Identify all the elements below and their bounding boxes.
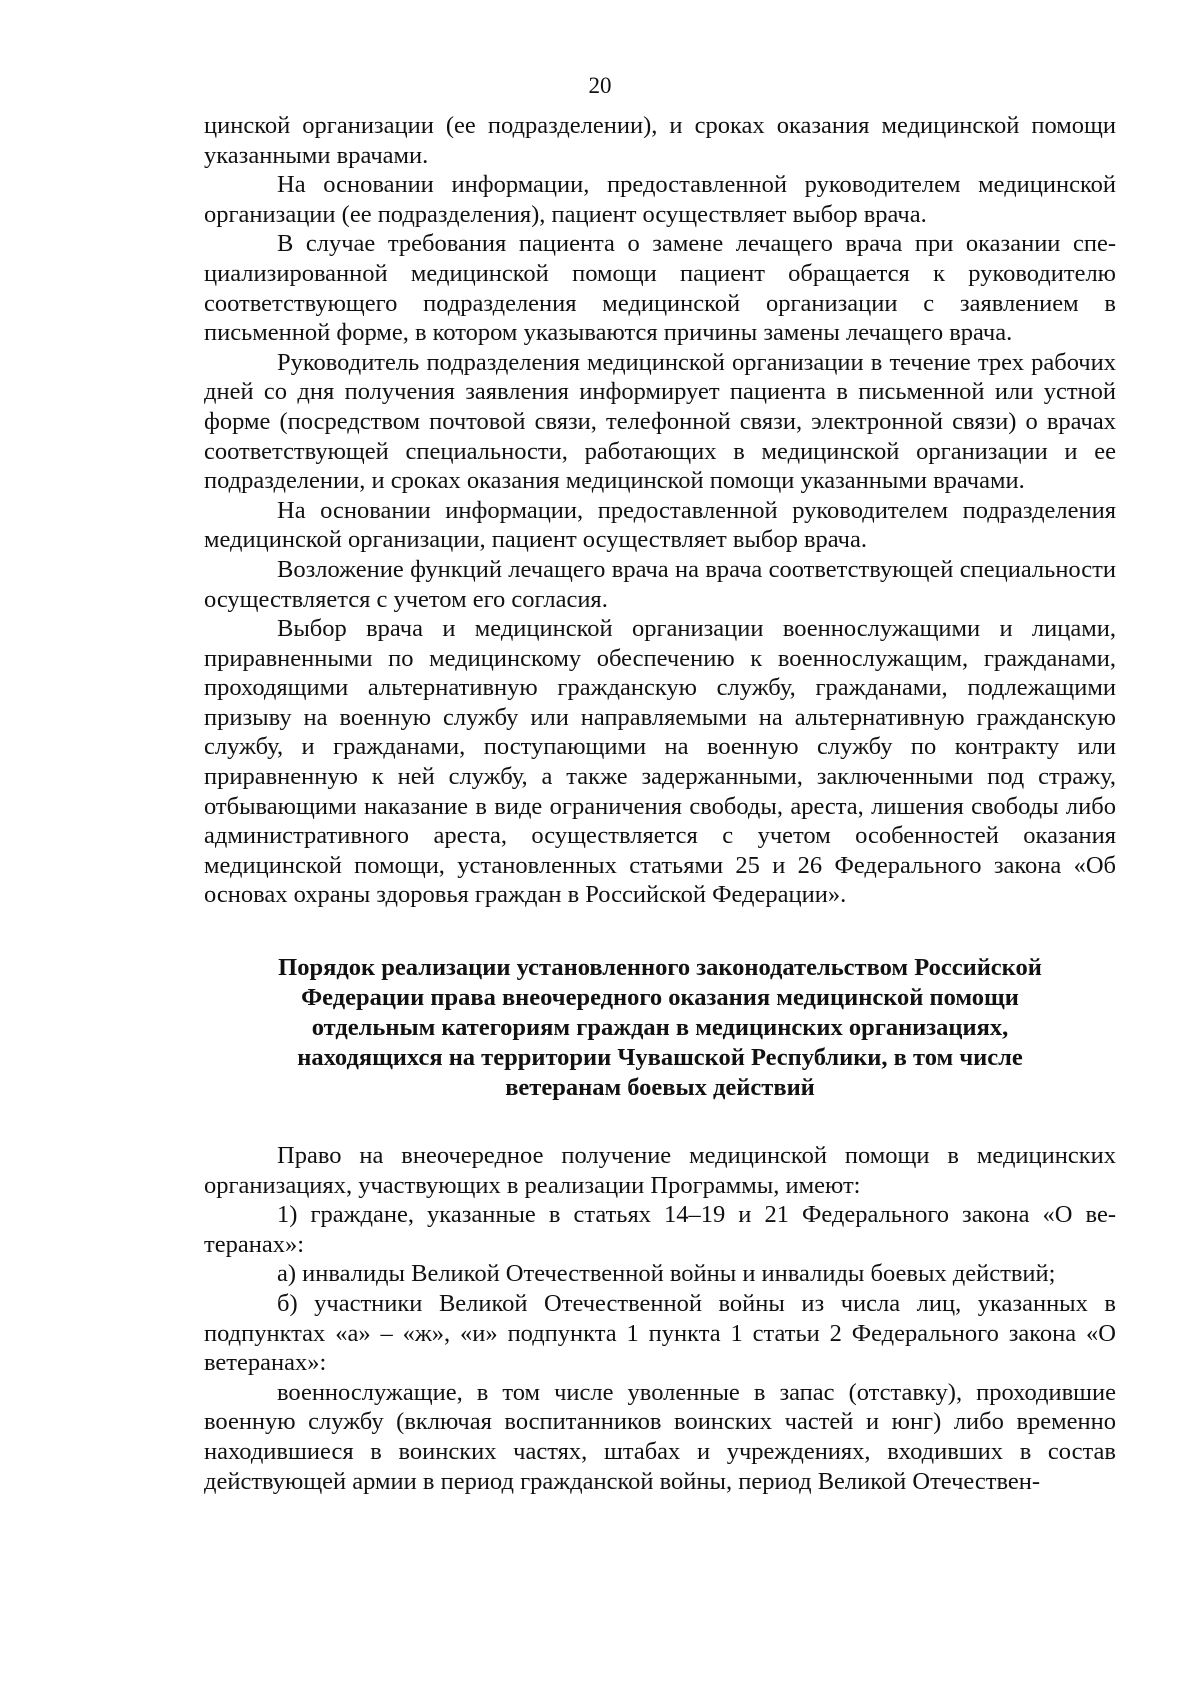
paragraph: В случае требования пациента о замене лечащего врача при оказании специализированной медицинской помощи пациент обращается к руководителю соответствующего подразделения медицинской организации с заявлением в письменной форме, в котором указываются причины замены лечащего врача. <box>204 230 1116 347</box>
paragraph: военнослужащие, в том числе уволенные в запас (отставку), проходившие военную службу (включая воспитанников воинских частей и юнг) либо временно находившиеся в воинских частях, штабах и учреждениях, входивших в состав действующей армии в период гражданской войны, период Великой Отечествен- <box>204 1378 1116 1495</box>
paragraph: На основании информации, предоставленной руководителем медицинской организации (ее подразделения), пациент осуществляет выбор врача. <box>204 171 1116 228</box>
list-item: 1) граждане, указанные в статьях 14–19 и 21 Федерального закона «О ветеранах»: <box>204 1201 1116 1258</box>
section-heading-line: находящихся на территории Чувашской Республики, в том числе <box>297 1044 1023 1072</box>
paragraph: Право на внеочередное получение медицинской помощи в медицинских организациях, участвующих в реализации Программы, имеют: <box>204 1142 1116 1199</box>
section-heading-line: отдельным категориям граждан в медицинских организациях, <box>311 1014 1009 1042</box>
paragraph-continued: цинской организации (ее подразделении), и сроках оказания медицинской помощи указанными врачами. <box>204 112 1116 169</box>
page-number: 20 <box>588 73 612 98</box>
document-body <box>204 111 1116 1496</box>
section-heading-line: Федерации права внеочередного оказания медицинской помощи <box>301 984 1019 1012</box>
paragraph: Выбор врача и медицинской организации военнослужащими и лицами, приравненными по медицинскому обеспечению к военнослужащим, гражданами, проходящими альтернативную гражданскую службу, гражданами, подлежащими призыву на военную службу или направляемыми на альтернативную гражданскую службу, и гражданами, поступающими на военную службу по контракту или приравненную к ней службу, а также задержанными, заключенными под стражу, отбывающими наказание в виде ограничения свободы, ареста, лишения свободы либо административного ареста, осуществляется с учетом особенностей оказания медицинской помощи, установленных статьями 25 и 26 Федерального закона «Об основах охраны здоровья граждан в Российской Федерации». <box>204 615 1116 909</box>
paragraph: Руководитель подразделения медицинской организации в течение трех рабочих дней со дня получения заявления информирует пациента в письменной или устной форме (посредством почтовой связи, телефонной связи, электронной связи) о врачах соответствующей специальности, работающих в медицинской организации и ее подразделении, и сроках оказания медицинской помощи указанными врачами. <box>204 348 1116 495</box>
section-heading-line: ветеранам боевых действий <box>505 1074 815 1102</box>
paragraph: На основании информации, предоставленной руководителем подразделения медицинской организации, пациент осуществляет выбор врача. <box>204 496 1116 554</box>
list-item: б) участники Великой Отечественной войны из числа лиц, указанных в подпунктах «а» – «ж», «и» подпункта 1 пункта 1 статьи 2 Федерального закона «О ветеранах»: <box>204 1290 1116 1377</box>
list-item: а) инвалиды Великой Отечественной войны и инвалиды боевых действий; <box>277 1260 1056 1288</box>
section-heading-line: Порядок реализации установленного законодательством Российской <box>278 954 1042 982</box>
paragraph: Возложение функций лечащего врача на врача соответствующей специальности осуществляется с учетом его согласия. <box>204 555 1116 613</box>
section-heading <box>204 953 1116 1103</box>
